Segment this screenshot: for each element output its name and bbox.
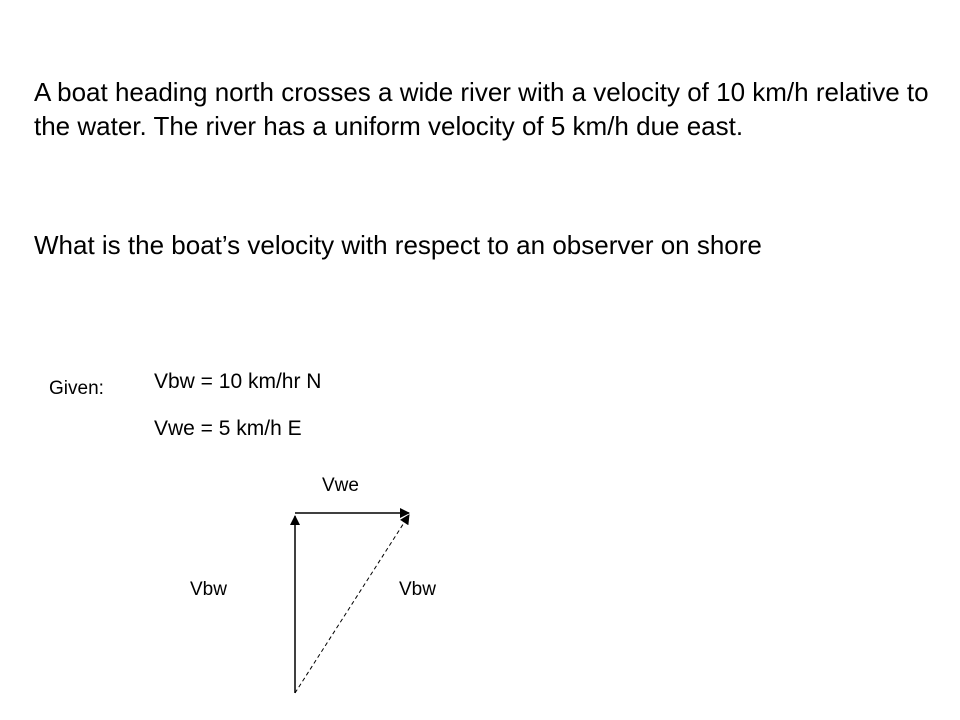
problem-statement: A boat heading north crosses a wide river with a velocity of 10 km/h relative to the water. The river has a uniform velocity of 5 km/h due east. (34, 77, 929, 141)
problem-question: What is the boat’s velocity with respect to an observer on shore (34, 230, 762, 260)
resultant-vector (295, 515, 409, 693)
vbw-right-label: Vbw (399, 579, 436, 600)
given-vwe: Vwe = 5 km/h E (154, 417, 302, 440)
given-label: Given: (49, 378, 104, 399)
vbw-left-label: Vbw (190, 579, 227, 600)
given-vbw: Vbw = 10 km/hr N (154, 370, 322, 393)
vwe-label: Vwe (322, 475, 359, 496)
